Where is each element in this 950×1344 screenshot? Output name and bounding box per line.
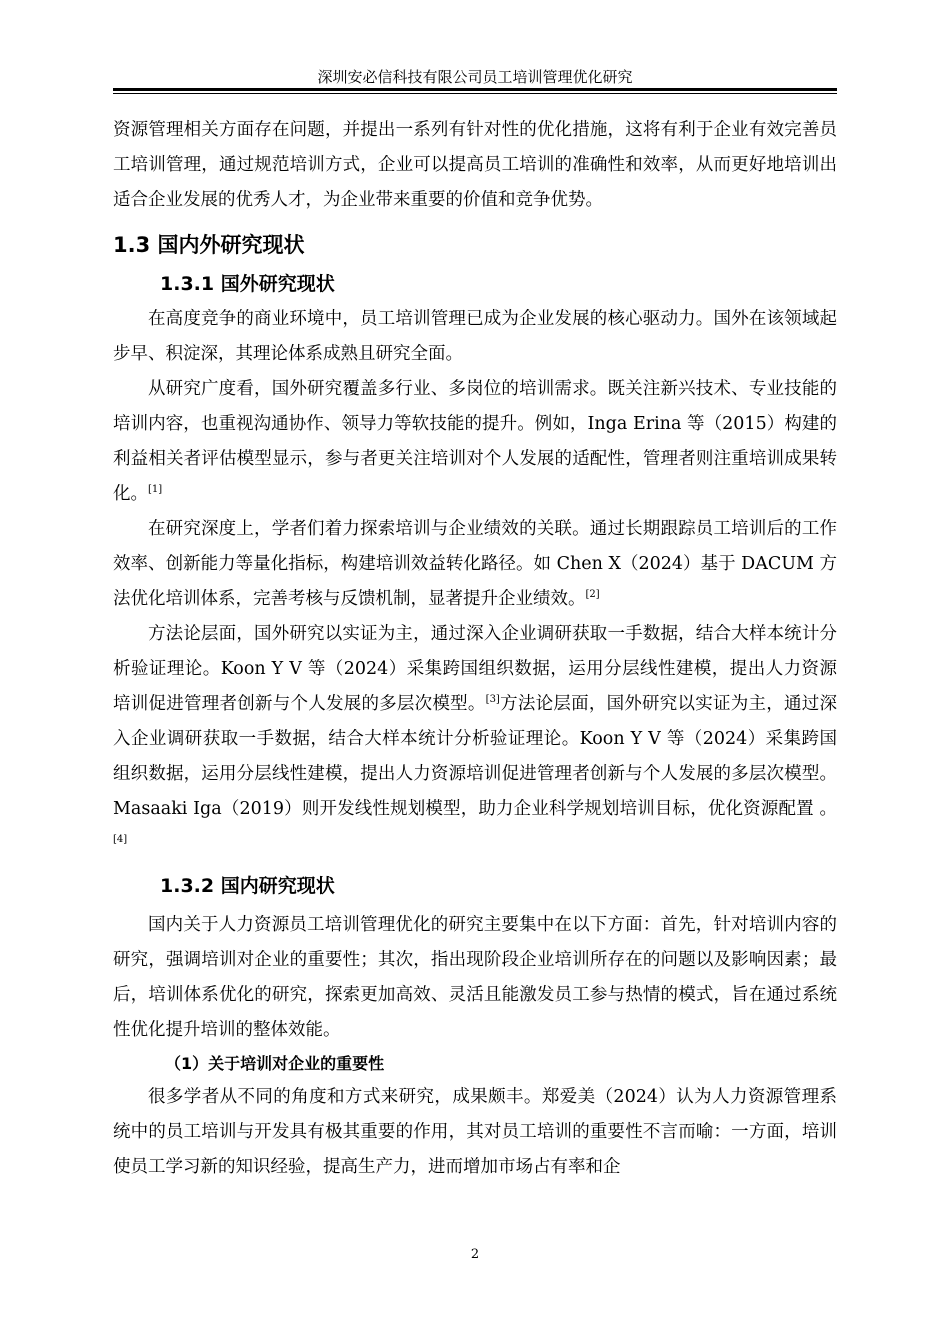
list-item-heading-1: （1）关于培训对企业的重要性 bbox=[165, 1054, 385, 1073]
paragraph-text: 方法论层面，国外研究以实证为主，通过深入企业调研获取一手数据，结合大样本统计分析验证理论。Koon Y V 等（2024）采集跨国组织数据，运用分层线性建模，提出人力资源培训促进管理者创新与个人发展的多层次模型。Masaaki Iga（2019）则开发线性规划模型，助力企业科学规划培训目标，优化资源配置 。 bbox=[113, 694, 838, 819]
subsection-heading-1-3-1: 1.3.1 国外研究现状 bbox=[160, 273, 335, 295]
domestic-research-paragraph-1: 国内关于人力资源员工培训管理优化的研究主要集中在以下方面：首先，针对培训内容的研究，强调培训对企业的重要性；其次，指出现阶段企业培训所存在的问题以及影响因素；最后，培训体系优化的研究，探索更加高效、灵活且能激发员工参与热情的模式，旨在通过系统性优化提升培训的整体效能。 bbox=[113, 915, 837, 1040]
subsection-heading-1-3-2: 1.3.2 国内研究现状 bbox=[160, 875, 335, 897]
citation-ref-4: [4] bbox=[113, 834, 128, 846]
citation-ref-1: [1] bbox=[148, 484, 163, 496]
foreign-research-paragraph-3 bbox=[113, 512, 837, 617]
foreign-research-paragraph-2 bbox=[113, 372, 837, 512]
foreign-research-paragraph-4 bbox=[113, 617, 837, 862]
paragraph-text: 方法论层面，国外研究以实证为主，通过深入企业调研获取一手数据，结合大样本统计分析验证理论。Koon Y V 等（2024）采集跨国组织数据，运用分层线性建模，提出人力资源培训促进管理者创新与个人发展的多层次模型。 bbox=[113, 624, 837, 714]
running-header: 深圳安必信科技有限公司员工培训管理优化研究 bbox=[317, 68, 633, 86]
intro-continuation-paragraph: 资源管理相关方面存在问题，并提出一系列有针对性的优化措施，这将有利于企业有效完善员工培训管理，通过规范培训方式，企业可以提高员工培训的准确性和效率，从而更好地培训出适合企业发展的优秀人才，为企业带来重要的价值和竞争优势。 bbox=[113, 120, 837, 210]
paragraph-text: 从研究广度看，国外研究覆盖多行业、多岗位的培训需求。既关注新兴技术、专业技能的培训内容，也重视沟通协作、领导力等软技能的提升。例如，Inga Erina 等（2015）构建的利益相关者评估模型显示，参与者更关注培训对个人发展的适配性，管理者则注重培训成果转化。 bbox=[113, 379, 837, 504]
foreign-research-paragraph-1: 在高度竞争的商业环境中，员工培训管理已成为企业发展的核心驱动力。国外在该领域起步早、积淀深，其理论体系成熟且研究全面。 bbox=[113, 309, 837, 364]
header-rule-thin bbox=[113, 93, 837, 94]
body-content bbox=[113, 113, 837, 1185]
citation-ref-3: [3] bbox=[485, 694, 500, 706]
paragraph-text: 在研究深度上，学者们着力探索培训与企业绩效的关联。通过长期跟踪员工培训后的工作效率、创新能力等量化指标，构建培训效益转化路径。如 Chen X（2024）基于 DACUM 方法优化培训体系，完善考核与反馈机制，显著提升企业绩效。 bbox=[113, 519, 837, 609]
header-rule-thick bbox=[113, 88, 837, 91]
section-heading-1-3: 1.3 国内外研究现状 bbox=[113, 233, 305, 257]
page-number: 2 bbox=[470, 1247, 480, 1262]
domestic-research-paragraph-2: 很多学者从不同的角度和方式来研究，成果颇丰。郑爱美（2024）认为人力资源管理系统中的员工培训与开发具有极其重要的作用，其对员工培训的重要性不言而喻：一方面，培训使员工学习新的知识经验，提高生产力，进而增加市场占有率和企 bbox=[113, 1087, 837, 1177]
citation-ref-2: [2] bbox=[585, 589, 600, 601]
